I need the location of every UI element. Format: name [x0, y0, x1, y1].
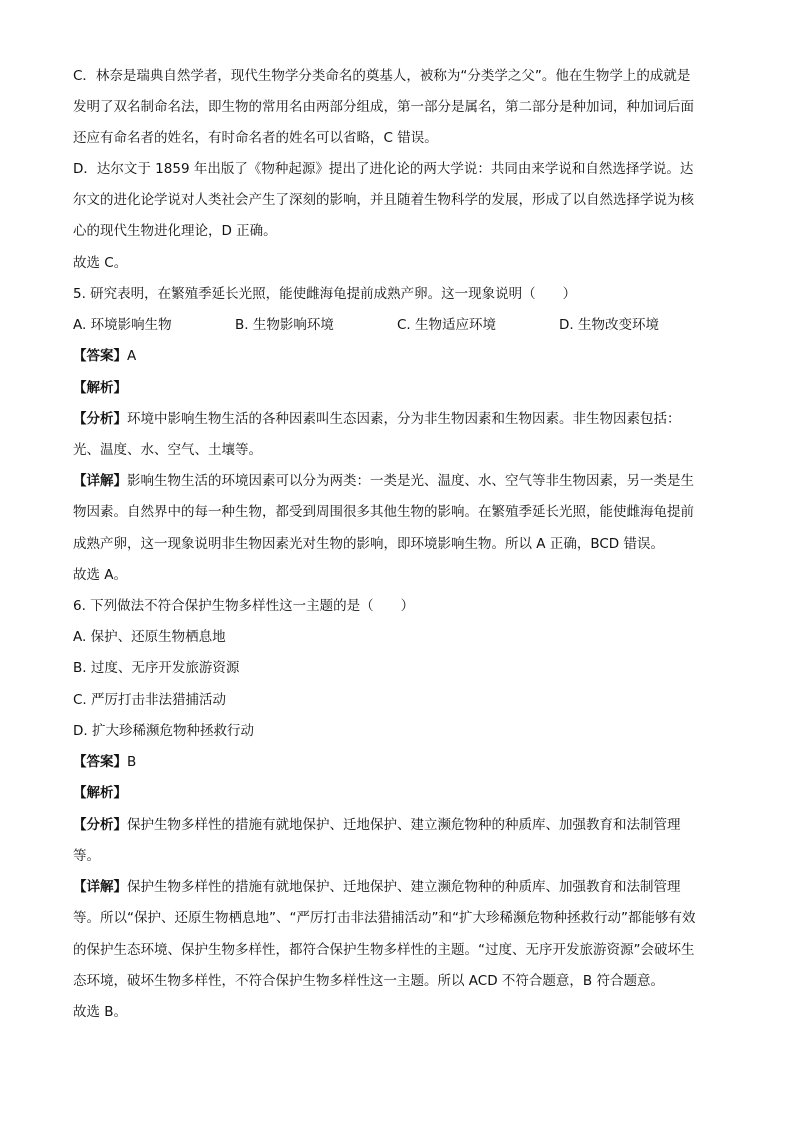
option-c-explanation-line-3: 还应有命名者的姓名，有时命名者的姓名可以省略，C 错误。 — [73, 130, 438, 146]
question-5-xiangjie-line-1: 【详解】影响生物生活的环境因素可以分为两类：一类是光、温度、水、空气等非生物因素，另一类是生 — [73, 473, 694, 489]
question-6-xiangjie-line-4: 态环境，破坏生物多样性，不符合保护生物多样性这一主题。所以 ACD 不符合题意，B 符合题意。 — [73, 973, 664, 989]
question-5-stem: 5. 研究表明，在繁殖季延长光照，能使雌海龟提前成熟产卵。这一现象说明（ ） — [73, 286, 577, 302]
option-c-explanation-line-1: C．林奈是瑞典自然学者，现代生物学分类命名的奠基人，被称为“分类学之父”。他在生物学上的成就是 — [73, 68, 691, 84]
question-5-xiangjie-line-3: 成熟产卵，这一现象说明非生物因素光对生物的影响，即环境影响生物。所以 A 正确，BCD 错误。 — [73, 536, 664, 552]
question-4-choice: 故选 C。 — [73, 255, 128, 271]
question-6-xiangjie-line-1: 【详解】保护生物多样性的措施有就地保护、迁地保护、建立濒危物种的种质库、加强教育和法制管理 — [73, 879, 681, 895]
option-c-explanation-line-2: 发明了双名制命名法，即生物的常用名由两部分组成，第一部分是属名，第二部分是种加词，种加词后面 — [73, 99, 694, 115]
question-6-xiangjie-line-2: 等。所以“保护、还原生物栖息地”、“严厉打击非法猎捕活动”和“扩大珍稀濒危物种拯救行动”都能够有效 — [73, 910, 696, 926]
option-d-explanation-line-1: D．达尔文于 1859 年出版了《物种起源》提出了进化论的两大学说：共同由来学说和自然选择学说。达 — [73, 161, 694, 177]
question-5-answer: 【答案】A — [73, 348, 137, 364]
question-5-choice: 故选 A。 — [73, 567, 128, 583]
question-6-analysis-heading: 【解析】 — [73, 785, 127, 801]
question-5-option-b: B. 生物影响环境 — [235, 317, 334, 333]
question-5-option-c: C. 生物适应环境 — [397, 317, 497, 333]
question-6-answer: 【答案】B — [73, 754, 137, 770]
question-6-option-c: C. 严厉打击非法猎捕活动 — [73, 692, 227, 708]
question-5-option-a: A. 环境影响生物 — [73, 317, 172, 333]
question-6-xiangjie-line-3: 的保护生态环境、保护生物多样性，都符合保护生物多样性的主题。“过度、无序开发旅游资源”会破坏生 — [73, 942, 695, 958]
question-6-fenxi-line-1: 【分析】保护生物多样性的措施有就地保护、迁地保护、建立濒危物种的种质库、加强教育和法制管理 — [73, 817, 681, 833]
question-5-option-d: D. 生物改变环境 — [559, 317, 659, 333]
question-6-option-d: D. 扩大珍稀濒危物种拯救行动 — [73, 723, 254, 739]
question-6-fenxi-line-2: 等。 — [73, 848, 100, 864]
option-d-explanation-line-2: 尔文的进化论学说对人类社会产生了深刻的影响，并且随着生物科学的发展，形成了以自然选择学说为核 — [73, 192, 694, 208]
question-6-option-b: B. 过度、无序开发旅游资源 — [73, 660, 240, 676]
option-d-explanation-line-3: 心的现代生物进化理论，D 正确。 — [73, 223, 277, 239]
question-6-option-a: A. 保护、还原生物栖息地 — [73, 629, 226, 645]
question-6-stem: 6. 下列做法不符合保护生物多样性这一主题的是（ ） — [73, 598, 415, 614]
question-6-choice: 故选 B。 — [73, 1004, 128, 1020]
question-5-fenxi-line-2: 光、温度、水、空气、土壤等。 — [73, 442, 262, 458]
question-5-xiangjie-line-2: 物因素。自然界中的每一种生物，都受到周围很多其他生物的影响。在繁殖季延长光照，能使雌海龟提前 — [73, 504, 694, 520]
question-5-analysis-heading: 【解析】 — [73, 380, 127, 396]
question-5-fenxi-line-1: 【分析】环境中影响生物生活的各种因素叫生态因素，分为非生物因素和生物因素。非生物因素包括： — [73, 411, 681, 427]
